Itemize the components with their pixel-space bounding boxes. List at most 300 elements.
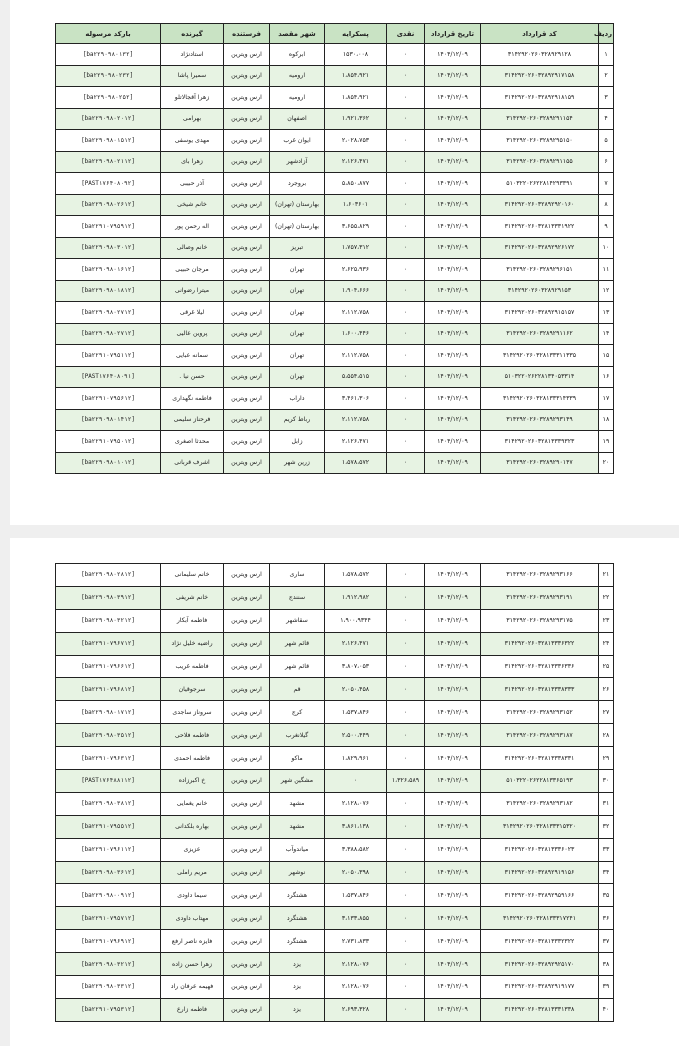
cell-barcode: [ba۲۲۹۰۹۸۰۲۷۱۲] [56,302,161,324]
cell-cost: ۱،۸۵۴،۹۲۱ [325,65,387,87]
cell-cash: ۱،۳۲۶،۵۸۹ [387,770,425,793]
cell-row-number: ۱۶ [599,366,614,388]
cell-contract-date: ۱۴۰۴/۱۲/۰۹ [425,861,481,884]
cell-cash: ۰ [387,216,425,238]
cell-receiver: مرجان حبیبی [161,259,224,281]
cell-barcode: [ba۲۲۹۱۰۷۹۶۹۱۲] [56,930,161,953]
cell-contract-code: ۳۱۴۲۹۲۰۲۶۰۳۲۸۱۳۳۳۶۳۳۶ [481,655,599,678]
cell-cost: ۲،۱۲۸،۰۷۶ [325,953,387,976]
table-row [56,345,614,367]
cell-sender: ارس ویترین [224,388,270,410]
cell-contract-date: ۱۴۰۴/۱۲/۰۹ [425,930,481,953]
cell-contract-code: ۳۱۴۲۹۲۰۲۶۰۳۲۸۱۳۳۳۸۳۳۳ [481,678,599,701]
cell-destination-city: هشتگرد [270,930,325,953]
cell-cost: ۲،۱۱۲،۷۵۸ [325,409,387,431]
cell-sender: ارس ویترین [224,998,270,1021]
cell-receiver: حسن نیا . [161,366,224,388]
cell-barcode: [ba۲۲۹۰۹۸۰۳۲۱۲] [56,609,161,632]
cell-barcode: [ba۲۲۹۱۰۷۹۵۵۱۲] [56,815,161,838]
table-row [56,701,614,724]
cell-sender: ارس ویترین [224,815,270,838]
cell-receiver: سروناز ساجدی [161,701,224,724]
cell-contract-date: ۱۴۰۴/۱۲/۰۹ [425,998,481,1021]
cell-cost: ۱،۹۱۲،۹۸۲ [325,586,387,609]
cell-destination-city: مشهد [270,792,325,815]
cell-cost: ۲،۱۲۶،۴۷۱ [325,632,387,655]
table-row [56,151,614,173]
cell-row-number: ۲۰ [599,452,614,474]
cell-cash: ۰ [387,130,425,152]
cell-sender: ارس ویترین [224,65,270,87]
cell-barcode: [ba۲۲۹۱۰۷۹۵۱۱۲] [56,345,161,367]
cell-destination-city: هشتگرد [270,884,325,907]
cell-barcode: [ba۲۲۹۰۹۸۰۲۵۲] [56,87,161,109]
cell-row-number: ۱۹ [599,431,614,453]
cell-sender: ارس ویترین [224,44,270,66]
cell-contract-date: ۱۴۰۴/۱۲/۰۹ [425,366,481,388]
cell-contract-date: ۱۴۰۴/۱۲/۰۹ [425,280,481,302]
table-row [56,65,614,87]
table-row [56,237,614,259]
cell-sender: ارس ویترین [224,87,270,109]
table-row [56,792,614,815]
cell-barcode: [ba۲۲۹۰۹۸۰۲۰۱۲] [56,108,161,130]
cell-receiver: لیلا غرقی [161,302,224,324]
table-row [56,366,614,388]
cell-receiver: فهیمه عرفان راد [161,976,224,999]
cell-receiver: بهاره بلکدانی [161,815,224,838]
cell-contract-date: ۱۴۰۴/۱۲/۰۹ [425,953,481,976]
cell-contract-code: ۳۱۴۲۹۲۰۲۶۰۳۲۸۹۲۹۳۱۴۹ [481,409,599,431]
cell-row-number: ۱۰ [599,237,614,259]
cell-cost: ۲،۱۱۲،۷۵۸ [325,345,387,367]
cell-barcode: [ba۲۲۹۱۰۷۹۵۹۱۲] [56,216,161,238]
cell-destination-city: قائم شهر [270,632,325,655]
cell-receiver: خانم سلیمانی [161,564,224,587]
table-row [56,564,614,587]
cell-destination-city: سنندج [270,586,325,609]
cell-contract-code: ۳۱۴۲۹۲۰۲۶۰۳۲۸۹۲۹۵۱۵۰ [481,130,599,152]
cell-row-number: ۳۲ [599,815,614,838]
cell-contract-code: ۳۱۴۲۹۲۰۲۶۰۳۲۸۱۳۳۳۱۵۳۲۰ [481,815,599,838]
cell-barcode: [ba۲۲۹۰۹۸۰۰۹۱۲] [56,884,161,907]
cell-contract-code: ۳۱۴۲۹۲۰۲۶۰۳۲۸۱۳۳۳۱۱۳۳۵ [481,345,599,367]
cell-destination-city: قائم شهر [270,655,325,678]
cell-sender: ارس ویترین [224,280,270,302]
cell-cost: ۱،۵۷۸،۵۷۲ [325,564,387,587]
cell-row-number: ۲۴ [599,632,614,655]
header-contract-date: تاریخ قرارداد [425,24,481,44]
cell-receiver: راضیه خلیل نژاد [161,632,224,655]
table-row [56,655,614,678]
cell-contract-date: ۱۴۰۴/۱۲/۰۹ [425,747,481,770]
cell-destination-city: ابرکوه [270,44,325,66]
cell-sender: ارس ویترین [224,907,270,930]
page-sheet-2 [10,538,679,1046]
cell-receiver: بهرامی [161,108,224,130]
cell-receiver: سیما داودی [161,884,224,907]
cell-contract-code: ۳۱۴۲۹۲۰۲۶۰۳۲۸۱۳۳۳۸۳۳۱ [481,747,599,770]
cell-cash: ۰ [387,345,425,367]
cell-destination-city: تبریز [270,237,325,259]
cell-row-number: ۳۳ [599,838,614,861]
cell-contract-date: ۱۴۰۴/۱۲/۰۹ [425,609,481,632]
cell-sender: ارس ویترین [224,655,270,678]
cell-row-number: ۹ [599,216,614,238]
table-row [56,130,614,152]
cell-contract-date: ۱۴۰۴/۱۲/۰۹ [425,907,481,930]
cell-barcode: [ba۲۲۹۰۹۸۰۱۴۱۲] [56,409,161,431]
cell-contract-date: ۱۴۰۴/۱۲/۰۹ [425,838,481,861]
cell-receiver: مهتاب داودی [161,907,224,930]
cell-cash: ۰ [387,632,425,655]
cell-destination-city: اصفهان [270,108,325,130]
cell-receiver: زهرا آقجالاتلو [161,87,224,109]
cell-sender: ارس ویترین [224,216,270,238]
cell-sender: ارس ویترین [224,130,270,152]
cell-contract-date: ۱۴۰۴/۱۲/۰۹ [425,151,481,173]
cell-destination-city: ارومیه [270,87,325,109]
cell-cost: ۱،۵۳۷،۸۴۶ [325,884,387,907]
cell-barcode: [ba۲۲۹۰۹۸۰۲۸۱۲] [56,564,161,587]
cell-sender: ارس ویترین [224,452,270,474]
cell-contract-date: ۱۴۰۴/۱۲/۰۹ [425,701,481,724]
cell-sender: ارس ویترین [224,302,270,324]
cell-destination-city: داراب [270,388,325,410]
table-row [56,173,614,195]
cell-contract-date: ۱۴۰۴/۱۲/۰۹ [425,216,481,238]
header-barcode: بارکد مرسوله [56,24,161,44]
cell-cost: ۳،۶۵۵،۸۲۹ [325,216,387,238]
cell-barcode: [ba۲۲۹۰۹۸۰۲۶۱۲] [56,194,161,216]
cell-destination-city: تهران [270,302,325,324]
cell-row-number: ۲۷ [599,701,614,724]
table-row [56,884,614,907]
cell-contract-code: ۳۱۴۲۹۲۰۲۶۰۳۲۸۹۲۹۰۱۴۷ [481,452,599,474]
cell-contract-code: ۵۱۰۳۲۲۰۲۶۲۲۸۱۳۳۶۵۱۹۳ [481,770,599,793]
cell-contract-date: ۱۴۰۴/۱۲/۰۹ [425,237,481,259]
cell-row-number: ۲۱ [599,564,614,587]
cell-contract-date: ۱۴۰۴/۱۲/۰۹ [425,259,481,281]
cell-cash: ۰ [387,998,425,1021]
cell-sender: ارس ویترین [224,366,270,388]
cell-contract-code: ۳۱۴۲۹۲۰۲۶۰۳۲۸۹۲۹۱۹۱۷۷ [481,976,599,999]
cell-contract-date: ۱۴۰۴/۱۲/۰۹ [425,130,481,152]
cell-barcode: [ba۲۲۹۰۹۸۰۱۸۱۲] [56,280,161,302]
cell-contract-date: ۱۴۰۴/۱۲/۰۹ [425,108,481,130]
cell-contract-code: ۳۱۴۲۹۲۰۲۶۰۳۲۸۱۳۳۳۱۴۳۳۹ [481,388,599,410]
header-row-number: ردیف [599,24,614,44]
cell-contract-code: ۳۱۴۲۹۲۰۲۶۰۳۲۸۹۲۹۲۰۱۶۰ [481,194,599,216]
cell-receiver: مهدی یوسفی [161,130,224,152]
cell-contract-code: ۳۱۴۲۹۲۰۲۶۰۳۲۸۱۳۳۳۶۳۲۲ [481,632,599,655]
cell-cash: ۰ [387,701,425,724]
table-row [56,323,614,345]
cell-receiver: زهرا حسن زاده [161,953,224,976]
cell-contract-date: ۱۴۰۴/۱۲/۰۹ [425,431,481,453]
cell-barcode: [ba۲۲۹۰۹۸۰۱۵۱۲] [56,130,161,152]
table-row [56,431,614,453]
cell-cash: ۰ [387,838,425,861]
cell-cost: ۳،۸۰۷،۰۵۳ [325,655,387,678]
cell-contract-code: ۳۱۴۲۹۲۰۲۶۰۳۲۸۹۲۹۳۱۹۱ [481,586,599,609]
cell-row-number: ۴ [599,108,614,130]
cell-contract-code: ۳۱۴۲۹۲۰۲۶۰۳۲۸۹۲۹۱۱۵۴ [481,108,599,130]
table-row [56,87,614,109]
cell-destination-city: میاندوآب [270,838,325,861]
cell-destination-city: یزد [270,953,325,976]
cell-contract-date: ۱۴۰۴/۱۲/۰۹ [425,724,481,747]
table-row [56,280,614,302]
cell-receiver: فاطمه نگهداری [161,388,224,410]
cell-row-number: ۲ [599,65,614,87]
cell-sender: ارس ویترین [224,609,270,632]
table-row [56,302,614,324]
cell-barcode: [ba۲۲۹۰۹۸۰۱۶۱۲] [56,259,161,281]
cell-destination-city: نوشهر [270,861,325,884]
cell-barcode: [ba۲۲۹۱۰۷۹۶۸۱۲] [56,678,161,701]
cell-receiver: فاطمه فلاحی [161,724,224,747]
cell-destination-city: رباط کریم [270,409,325,431]
cell-destination-city: کرج [270,701,325,724]
cell-contract-date: ۱۴۰۴/۱۲/۰۹ [425,44,481,66]
cell-destination-city: بروجرد [270,173,325,195]
cell-cash: ۰ [387,930,425,953]
table-row [56,861,614,884]
table-row [56,388,614,410]
cell-sender: ارس ویترین [224,151,270,173]
cell-contract-code: ۳۱۴۲۹۲۰۲۶۰۳۲۸۹۲۹۵۹۱۶۶ [481,884,599,907]
cell-barcode: [ba۲۲۹۱۰۷۹۵۶۱۲] [56,388,161,410]
cell-sender: ارس ویترین [224,632,270,655]
cell-contract-date: ۱۴۰۴/۱۲/۰۹ [425,345,481,367]
cell-row-number: ۲۶ [599,678,614,701]
cell-sender: ارس ویترین [224,345,270,367]
cell-contract-code: ۳۱۴۲۹۲۰۲۶۰۳۲۸۹۲۹۳۱۵۲ [481,701,599,724]
cell-cash: ۰ [387,65,425,87]
cell-sender: ارس ویترین [224,770,270,793]
cell-cost: ۵،۵۵۴،۵۱۵ [325,366,387,388]
cell-cost: ۳،۳۸۸،۵۸۲ [325,838,387,861]
cell-receiver: فاطمه آبکار [161,609,224,632]
table-row [56,838,614,861]
cell-barcode: [ba۲۲۹۰۹۸۰۳۶۱۲] [56,861,161,884]
table-row [56,259,614,281]
cell-cash: ۰ [387,724,425,747]
cell-contract-code: ۳۱۴۲۹۲۰۲۶۰۳۲۸۹۲۹۲۵۱۷۰ [481,953,599,976]
cell-destination-city: زرین شهر [270,452,325,474]
cell-contract-date: ۱۴۰۴/۱۲/۰۹ [425,655,481,678]
table-row [56,953,614,976]
cell-receiver: خانم شریفی [161,586,224,609]
cell-contract-code: ۳۱۴۲۹۲۰۲۶۰۳۲۸۹۲۹۳۱۸۲ [481,792,599,815]
cell-contract-date: ۱۴۰۴/۱۲/۰۹ [425,770,481,793]
cell-row-number: ۳۱ [599,792,614,815]
cell-destination-city: بهارستان (تهران) [270,194,325,216]
cell-contract-code: ۳۱۴۲۹۲۰۲۶۰۳۲۸۱۳۳۳۱۷۲۴۱ [481,907,599,930]
table-row [56,609,614,632]
cell-receiver: سمیرا پاشا [161,65,224,87]
cell-receiver: مریم راملی [161,861,224,884]
cell-row-number: ۱۸ [599,409,614,431]
cell-sender: ارس ویترین [224,173,270,195]
cell-cash: ۰ [387,237,425,259]
cell-cash: ۰ [387,108,425,130]
cell-cost: ۱،۸۲۹،۹۶۱ [325,747,387,770]
cell-destination-city: تهران [270,259,325,281]
cell-destination-city: بهارستان (تهران) [270,216,325,238]
cell-receiver: محدثا اصغری [161,431,224,453]
cell-destination-city: ارومیه [270,65,325,87]
cell-cash: ۰ [387,884,425,907]
table-row [56,747,614,770]
cell-row-number: ۶ [599,151,614,173]
cell-cost: ۳،۸۶۱،۱۳۸ [325,815,387,838]
cell-destination-city: قم [270,678,325,701]
cell-destination-city: مشگین شهر [270,770,325,793]
cell-cost: ۱،۹۰۴،۶۶۶ [325,280,387,302]
cell-contract-code: ۳۱۴۲۹۲۰۲۶۰۳۲۸۹۲۹۱۸۱۵۹ [481,87,599,109]
shipment-table-page-1 [55,23,614,474]
cell-contract-code: ۳۱۴۲۹۲۰۲۶۰۳۲۸۹۲۹۱۷۱۵۸ [481,65,599,87]
cell-cash: ۰ [387,151,425,173]
cell-contract-code: ۳۱۴۲۹۲۰۲۶۰۳۲۸۱۳۳۳۹۳۲۳ [481,431,599,453]
cell-barcode: [PAST۱۷۶۴۰۸۰۹۱] [56,366,161,388]
cell-sender: ارس ویترین [224,724,270,747]
cell-row-number: ۳ [599,87,614,109]
cell-row-number: ۳۶ [599,907,614,930]
cell-destination-city: یزد [270,976,325,999]
cell-cost: ۱،۸۵۴،۹۲۱ [325,87,387,109]
cell-barcode: [ba۲۲۹۱۰۷۹۵۳۱۲] [56,998,161,1021]
cell-cost: ۲،۵۰۰،۴۴۹ [325,724,387,747]
cell-contract-code: ۳۱۴۲۹۲۰۲۶۰۳۲۸۹۲۹۳۱۸۷ [481,724,599,747]
cell-sender: ارس ویترین [224,108,270,130]
cell-cash: ۰ [387,953,425,976]
cell-destination-city: یزد [270,998,325,1021]
cell-sender: ارس ویترین [224,976,270,999]
cell-cash: ۰ [387,280,425,302]
cell-destination-city: تهران [270,366,325,388]
cell-cash: ۰ [387,44,425,66]
cell-receiver: سرجوقیان [161,678,224,701]
cell-sender: ارس ویترین [224,409,270,431]
cell-receiver: آذر حبیبی [161,173,224,195]
cell-cash: ۰ [387,173,425,195]
cell-cash: ۰ [387,815,425,838]
cell-barcode: [ba۲۲۹۱۰۷۹۶۳۱۲] [56,747,161,770]
cell-receiver: اشرف قربانی [161,452,224,474]
cell-contract-code: ۳۱۴۲۹۲۰۲۶۰۳۲۸۱۳۳۳۲۳۲۲ [481,930,599,953]
cell-receiver: فرحناز سلیمی [161,409,224,431]
cell-barcode: [ba۲۲۹۰۹۸۰۱۳۲] [56,44,161,66]
cell-contract-code: ۳۱۴۲۹۲۰۲۶۰۳۲۸۹۲۹۱۹۱۵۶ [481,861,599,884]
cell-cash: ۰ [387,609,425,632]
cell-row-number: ۲۳ [599,609,614,632]
cell-barcode: [ba۲۲۹۰۹۸۰۳۰۱۲] [56,237,161,259]
cell-barcode: [ba۲۲۹۰۹۸۰۱۷۱۲] [56,701,161,724]
header-cash: نقدی [387,24,425,44]
cell-contract-date: ۱۴۰۴/۱۲/۰۹ [425,452,481,474]
cell-barcode: [ba۲۲۹۱۰۷۹۶۷۱۲] [56,632,161,655]
shipment-table-page-2 [55,563,614,1022]
cell-cash: ۰ [387,564,425,587]
cell-row-number: ۱۵ [599,345,614,367]
cell-sender: ارس ویترین [224,564,270,587]
cell-cash: ۰ [387,792,425,815]
cell-contract-code: ۳۱۴۲۹۲۰۲۶۰۳۲۸۱۳۳۳۱۳۳۸ [481,998,599,1021]
table-row [56,930,614,953]
cell-cash: ۰ [387,302,425,324]
cell-receiver: خانم شیخی [161,194,224,216]
cell-cash: ۰ [387,194,425,216]
cell-row-number: ۲۲ [599,586,614,609]
cell-contract-date: ۱۴۰۴/۱۲/۰۹ [425,632,481,655]
table-row [56,586,614,609]
cell-contract-date: ۱۴۰۴/۱۲/۰۹ [425,173,481,195]
cell-contract-date: ۱۴۰۴/۱۲/۰۹ [425,678,481,701]
cell-destination-city: مشهد [270,815,325,838]
cell-barcode: [ba۲۲۹۰۹۸۰۳۸۱۲] [56,792,161,815]
cell-destination-city: ماکو [270,747,325,770]
cell-contract-date: ۱۴۰۴/۱۲/۰۹ [425,586,481,609]
cell-destination-city: ساری [270,564,325,587]
cell-sender: ارس ویترین [224,884,270,907]
cell-row-number: ۱۲ [599,280,614,302]
cell-cash: ۰ [387,655,425,678]
table-row [56,998,614,1021]
cell-sender: ارس ویترین [224,678,270,701]
cell-row-number: ۳۵ [599,884,614,907]
cell-barcode: [ba۲۲۹۰۹۸۰۳۵۱۲] [56,724,161,747]
cell-cash: ۰ [387,409,425,431]
table-row [56,976,614,999]
cell-contract-code: ۳۱۴۲۹۲۰۲۶۰۳۲۸۹۲۹۶۱۵۱ [481,259,599,281]
table-row [56,452,614,474]
cell-cost: ۲،۱۲۶،۴۷۱ [325,151,387,173]
page-sheet-1 [10,0,679,525]
cell-sender: ارس ویترین [224,586,270,609]
cell-cost: ۱،۵۳۷،۸۴۶ [325,701,387,724]
cell-receiver: میترا رضوانی [161,280,224,302]
cell-cost: ۲،۱۱۲،۷۵۸ [325,302,387,324]
cell-destination-city: ایوان غرب [270,130,325,152]
cell-cash: ۰ [387,976,425,999]
cell-cash: ۰ [387,678,425,701]
cell-contract-date: ۱۴۰۴/۱۲/۰۹ [425,65,481,87]
cell-cost: ۲،۰۲۸،۷۵۳ [325,130,387,152]
cell-row-number: ۱۷ [599,388,614,410]
cell-barcode: [ba۲۲۹۰۹۸۰۲۱۱۲] [56,151,161,173]
cell-contract-code: ۵۱۰۳۲۲۰۲۶۲۲۸۱۴۲۹۳۳۹۱ [481,173,599,195]
cell-destination-city: آزادشهر [270,151,325,173]
cell-receiver: پروین عالیی [161,323,224,345]
cell-receiver: فاطمه احمدی [161,747,224,770]
table-row [56,632,614,655]
cell-row-number: ۳۴ [599,861,614,884]
cell-sender: ارس ویترین [224,431,270,453]
cell-receiver: فاطمه غریب [161,655,224,678]
table-row [56,724,614,747]
cell-cost: ۱،۶۰۳۶۰۱ [325,194,387,216]
cell-sender: ارس ویترین [224,259,270,281]
cell-contract-code: ۳۱۴۲۹۲۰۲۶۰۳۲۸۹۲۹۱۵۳ [481,280,599,302]
cell-destination-city: سقاشهر [270,609,325,632]
cell-cost: ۰ [325,770,387,793]
cell-contract-date: ۱۴۰۴/۱۲/۰۹ [425,409,481,431]
header-contract-code: کد قرارداد [481,24,599,44]
table-row [56,770,614,793]
